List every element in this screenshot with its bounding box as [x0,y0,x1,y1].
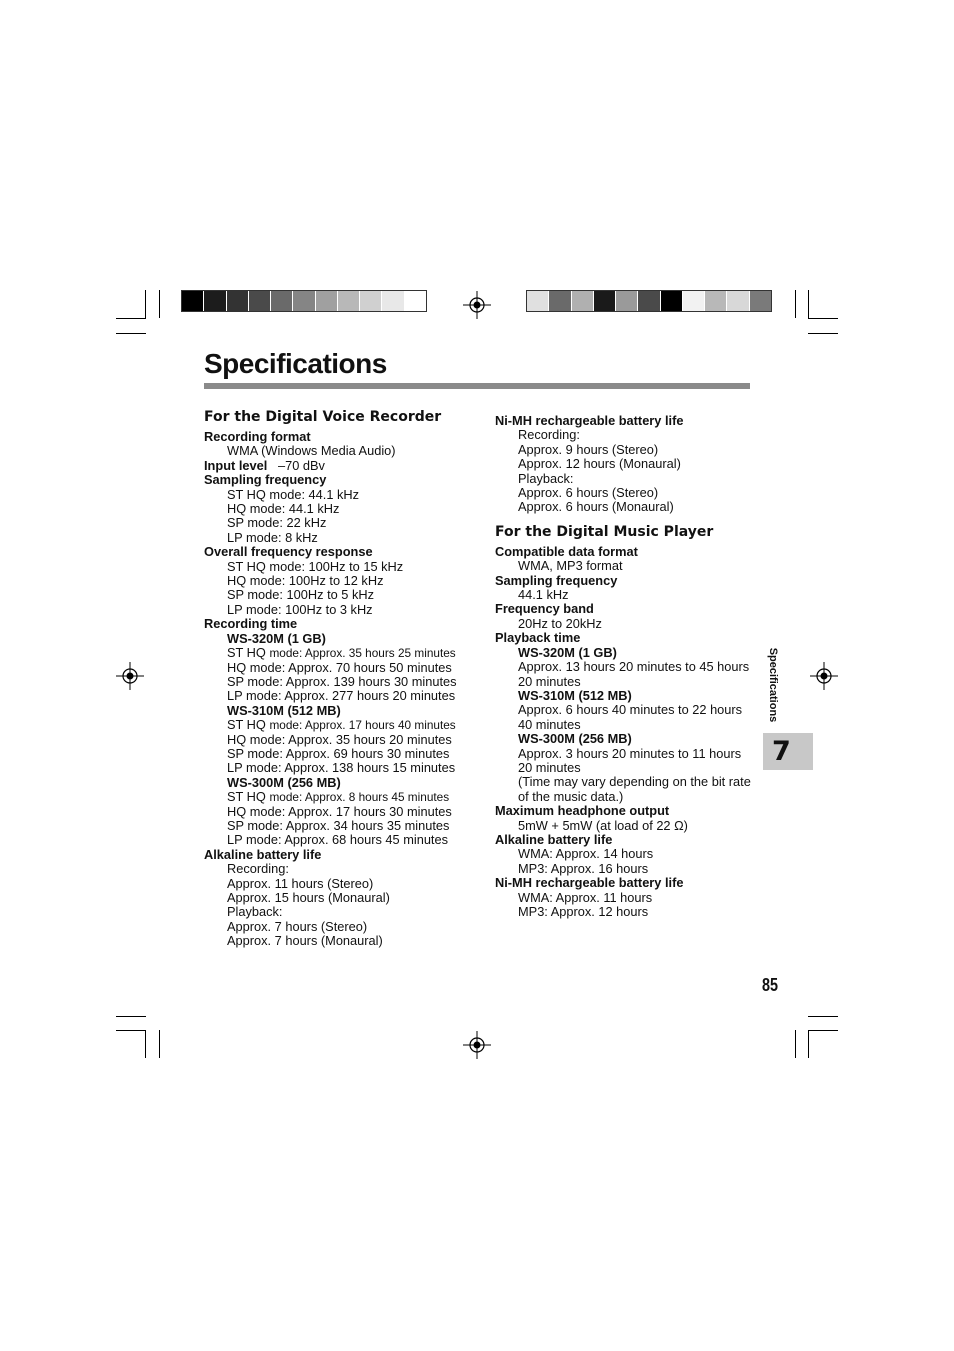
color-swatch [271,291,293,311]
spec-value: LP mode: Approx. 138 hours 15 minutes [227,760,456,776]
spec-value: HQ mode: 44.1 kHz [227,501,340,517]
title-rule [204,383,750,389]
spec-label: Recording format [204,429,311,444]
voice-recorder-column [204,408,474,949]
spec-label: Sampling frequency [204,472,327,488]
spec-value: Approx. 3 hours 20 minutes to 11 hours [518,745,742,761]
spec-value: Approx. 6 hours (Stereo) [518,485,659,501]
spec-value: LP mode: 8 kHz [227,529,318,545]
spec-value: LP mode: 100Hz to 3 kHz [227,601,373,617]
page-number: 85 [762,975,779,995]
spec-value: Approx. 12 hours (Monaural) [518,456,681,472]
spec-row [204,459,474,473]
spec-value: Approx. 7 hours (Stereo) [227,918,368,934]
spec-value: 20 minutes [518,759,581,775]
color-swatch [616,291,638,311]
spec-value: Approx. 9 hours (Stereo) [518,441,659,457]
spec-value: HQ mode: 100Hz to 12 kHz [227,573,384,589]
spec-value: SP mode: 100Hz to 5 kHz [227,587,375,603]
spec-label: Maximum headphone output [495,803,670,819]
spec-value: SP mode: Approx. 34 hours 35 minutes [227,817,450,833]
registration-mark-icon [810,662,838,690]
spec-label: Alkaline battery life [204,846,322,862]
color-swatch [316,291,338,311]
spec-label: Compatible data format [495,543,638,559]
spec-value: Approx. 11 hours (Stereo) [227,875,374,891]
model-name: WS-310M (512 MB) [227,702,341,718]
model-name: WS-320M (1 GB) [518,644,617,660]
spec-label: Sampling frequency [495,572,618,588]
spec-value: Playback: [227,904,283,920]
spec-value: WMA (Windows Media Audio) [227,443,396,459]
color-swatch [382,291,404,311]
color-swatch [249,291,271,311]
spec-label: Input level [204,457,268,473]
model-name: WS-320M (1 GB) [227,630,326,646]
spec-value: Approx. 6 hours (Monaural) [518,499,674,515]
spec-label: Ni-MH rechargeable battery life [495,875,684,891]
color-swatch [727,291,749,311]
right-column [495,414,760,919]
spec-value: ST HQ mode: 44.1 kHz [227,486,360,502]
spec-value: Approx. 6 hours 40 minutes to 22 hours [518,702,743,718]
spec-value: WMA: Approx. 14 hours [518,846,654,862]
spec-value: SP mode: Approx. 139 hours 30 minutes [227,673,457,689]
color-swatch [338,291,360,311]
spec-value: ST HQ mode: Approx. 35 hours 25 minutes [227,645,456,661]
spec-label: Playback time [495,630,581,646]
spec-value: WMA: Approx. 11 hours [518,889,653,905]
model-name: WS-310M (512 MB) [518,687,632,703]
spec-label: Recording time [204,616,298,632]
spec-note: of the music data.) [518,788,624,804]
registration-mark-icon [463,291,491,319]
spec-value: –70 dBv [277,457,325,473]
spec-value: 44.1 kHz [518,587,569,603]
spec-value: SP mode: Approx. 69 hours 30 minutes [227,745,450,761]
spec-value: HQ mode: Approx. 35 hours 20 minutes [227,731,452,747]
spec-value: ST HQ mode: Approx. 17 hours 40 minutes [227,717,456,733]
color-swatch [527,291,549,311]
spec-value: LP mode: Approx. 277 hours 20 minutes [227,688,456,704]
spec-value: HQ mode: Approx. 17 hours 30 minutes [227,803,452,819]
spec-value: Approx. 13 hours 20 minutes to 45 hours [518,659,750,675]
spec-value: ST HQ mode: 100Hz to 15 kHz [227,558,404,574]
spec-label: Alkaline battery life [495,831,613,847]
model-name: WS-300M (256 MB) [227,774,341,790]
spec-value: WMA, MP3 format [518,558,623,574]
color-bar-right [526,290,772,312]
color-swatch [683,291,705,311]
color-swatch [572,291,594,311]
registration-mark-icon [463,1031,491,1059]
spec-value: Approx. 7 hours (Monaural) [227,933,383,949]
side-tab-label: Specifications [767,647,779,723]
spec-value: MP3: Approx. 12 hours [518,904,649,919]
spec-value: 40 minutes [518,716,581,732]
spec-value: 20 minutes [518,673,581,689]
spec-value: 20Hz to 20kHz [518,615,602,631]
section-heading: For the Digital Music Player [495,523,714,540]
color-swatch [750,291,771,311]
color-swatch [661,291,683,311]
spec-value: 5mW + 5mW (at load of 22 Ω) [518,817,688,833]
color-swatch [405,291,426,311]
color-swatch [594,291,616,311]
chapter-number-tab: 7 [763,733,813,770]
spec-label: Overall frequency response [204,544,373,560]
spec-label: Frequency band [495,601,594,617]
color-swatch [227,291,249,311]
spec-value: ST HQ mode: Approx. 8 hours 45 minutes [227,789,450,805]
spec-note: (Time may vary depending on the bit rate [518,774,751,790]
spec-value: LP mode: Approx. 68 hours 45 minutes [227,832,449,848]
spec-value: HQ mode: Approx. 70 hours 50 minutes [227,659,452,675]
color-swatch [204,291,226,311]
spec-value: Recording: [518,427,580,443]
color-bar-left [181,290,427,312]
color-swatch [638,291,660,311]
spec-label: Ni-MH rechargeable battery life [495,413,684,428]
spec-value: Approx. 15 hours (Monaural) [227,890,390,905]
model-name: WS-300M (256 MB) [518,731,632,747]
spec-value: Recording: [227,861,289,877]
section-heading: For the Digital Voice Recorder [204,409,442,425]
color-swatch [705,291,727,311]
registration-mark-icon [116,662,144,690]
color-swatch [182,291,204,311]
spec-value: MP3: Approx. 16 hours [518,860,649,876]
page-title: Specifications [204,348,387,379]
color-swatch [549,291,571,311]
spec-value: Playback: [518,470,574,486]
color-swatch [293,291,315,311]
color-swatch [360,291,382,311]
spec-value: SP mode: 22 kHz [227,515,327,531]
